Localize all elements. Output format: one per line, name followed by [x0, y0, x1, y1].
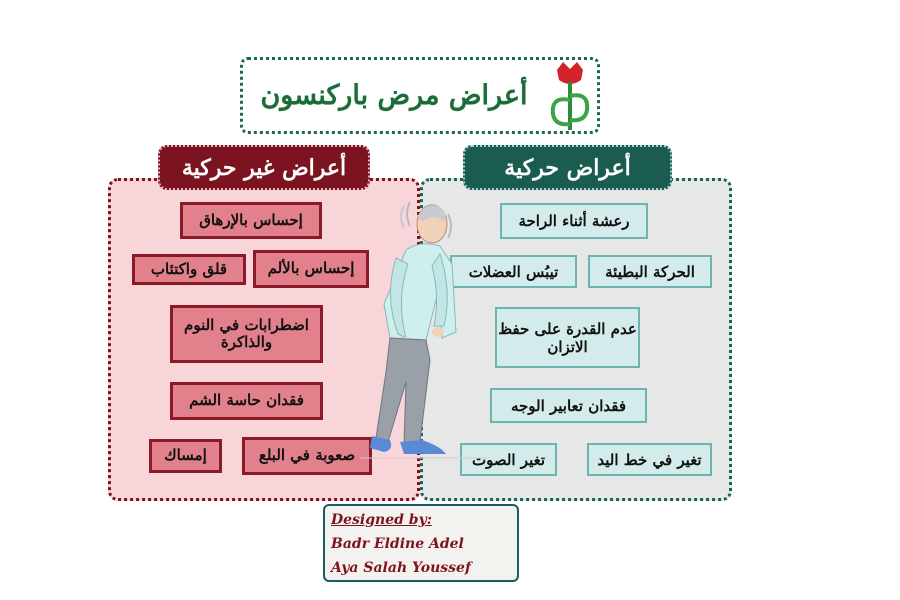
motor-item: تيبُس العضلات [450, 255, 577, 288]
non-motor-item: إمساك [149, 439, 222, 473]
credits-label: Designed by: [331, 512, 432, 528]
motor-item: تغير في خط اليد [587, 443, 712, 476]
tulip-logo-icon [543, 60, 597, 132]
non-motor-header: أعراض غير حركية [158, 145, 370, 190]
non-motor-item: إحساس بالألم [253, 250, 369, 288]
motor-item: عدم القدرة على حفظ الاتزان [495, 307, 640, 368]
credits-author-1: Badr Eldine Adel [331, 536, 464, 552]
non-motor-item: اضطرابات في النوم والذاكرة [170, 305, 323, 363]
non-motor-item: قلق واكتئاب [132, 254, 246, 285]
non-motor-item: فقدان حاسة الشم [170, 382, 323, 420]
designer-credits [323, 504, 519, 582]
motor-item: رعشة أثناء الراحة [500, 203, 648, 239]
page-title: أعراض مرض باركنسون [260, 80, 528, 111]
credits-author-2: Aya Salah Youssef [331, 560, 471, 576]
motor-item: فقدان تعابير الوجه [490, 388, 647, 423]
parkinson-patient-illustration [360, 192, 490, 464]
motor-item: تغير الصوت [460, 443, 557, 476]
non-motor-item: صعوبة في البلع [242, 437, 372, 475]
motor-header: أعراض حركية [463, 145, 672, 190]
motor-item: الحركة البطيئة [588, 255, 712, 288]
non-motor-item: إحساس بالإرهاق [180, 202, 322, 239]
